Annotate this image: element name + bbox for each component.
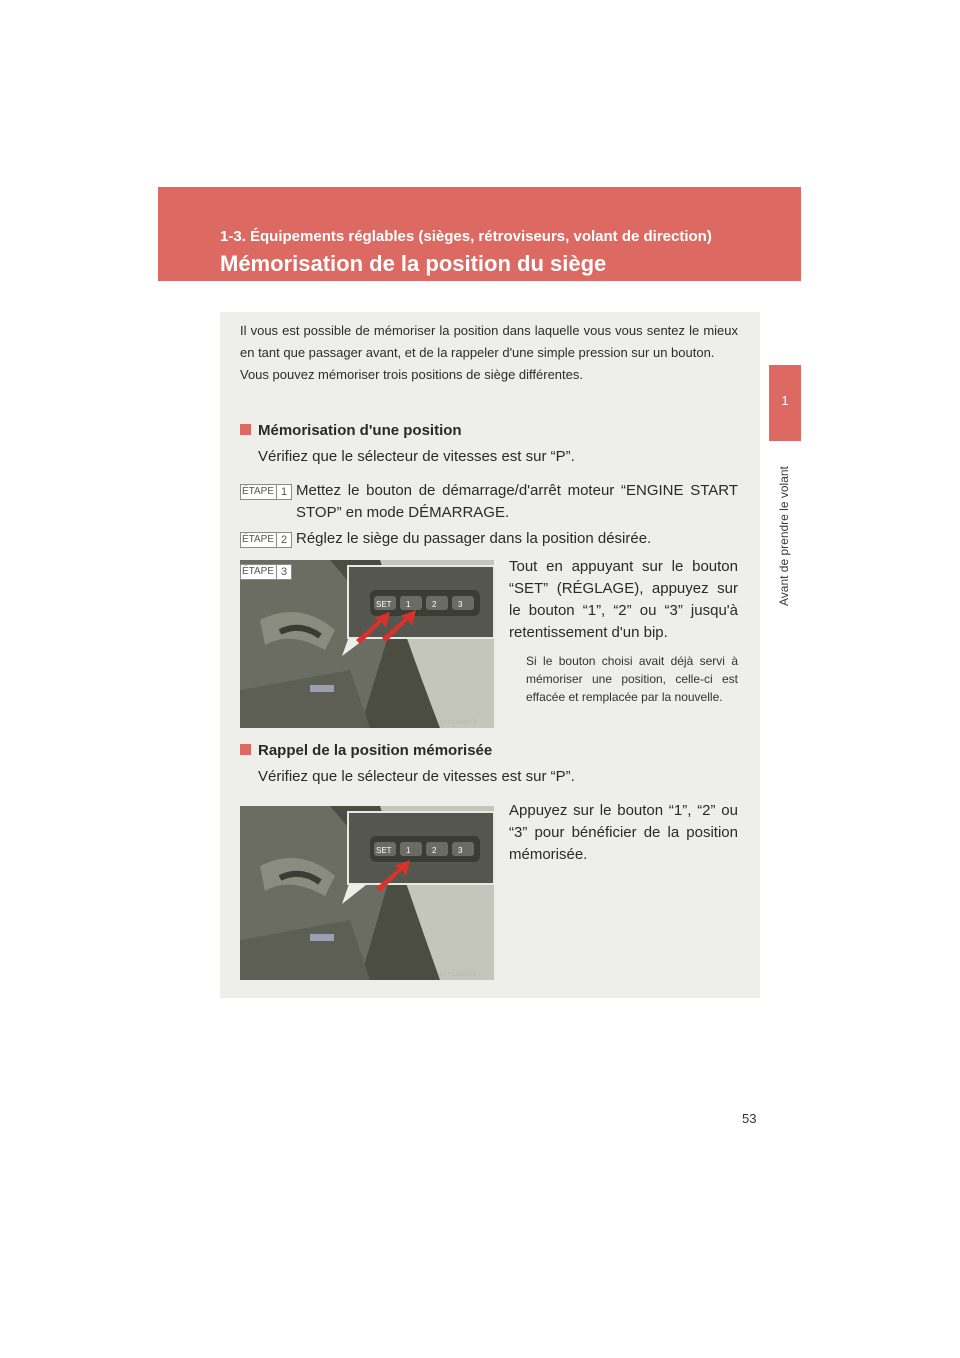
step-number: 2: [276, 533, 291, 547]
step-1-text: Mettez le bouton de démarrage/d'arrêt moteur “ENGINE START STOP” en mode DÉMARRAGE.: [296, 482, 738, 521]
memorize-heading: [240, 422, 462, 439]
content-panel: [220, 312, 760, 998]
step-3-note: Si le bouton choisi avait déjà servi à mémoriser une position, celle-ci est effacée et remplacée par la nouvelle.: [526, 654, 738, 704]
step-badge: [240, 564, 292, 580]
bullet-square-icon: [240, 424, 251, 435]
button-1-label: 1: [406, 600, 411, 609]
step-3-text: Tout en appuyant sur le bouton “SET” (RÉGLAGE), appuyez sur le bouton “1”, “2” ou “3” jusqu'à retentissement d'un bip.: [509, 558, 738, 641]
step-badge: [240, 484, 292, 500]
step-label: ÉTAPE: [241, 534, 275, 545]
recall-heading: [240, 742, 492, 759]
recall-check: Vérifiez que le sélecteur de vitesses est sur “P”.: [258, 768, 575, 785]
step-label: ÉTAPE: [241, 566, 275, 577]
recall-heading-label: Rappel de la position mémorisée: [258, 742, 493, 759]
recall-text: Appuyez sur le bouton “1”, “2” ou “3” pour bénéficier de la position mémorisée.: [509, 802, 738, 863]
intro-paragraph: Il vous est possible de mémoriser la position dans laquelle vous vous sentez le mieux en tant que passager avant, et de la rappeler d'une simple pression sur un bouton.: [240, 323, 738, 360]
section-label: 1-3. Équipements réglables (sièges, rétroviseurs, volant de direction): [220, 228, 712, 245]
memorize-check: Vérifiez que le sélecteur de vitesses est sur “P”.: [258, 448, 575, 465]
step-number: 1: [276, 485, 291, 499]
header-band: [158, 187, 801, 281]
page-title: Mémorisation de la position du siège: [220, 251, 607, 276]
bullet-square-icon: [240, 744, 251, 755]
step-2-text: Réglez le siège du passager dans la position désirée.: [296, 530, 652, 547]
chapter-label: Avant de prendre le volant: [777, 466, 791, 606]
image-code: CLY13AB074: [440, 972, 476, 978]
set-label: SET: [376, 600, 392, 609]
step-number: 3: [276, 565, 291, 579]
set-label: SET: [376, 846, 392, 855]
seat-memory-illustration-1: [240, 560, 494, 728]
button-3-label: 3: [458, 600, 463, 609]
chapter-number: 1: [781, 393, 789, 408]
button-2-label: 2: [432, 846, 437, 855]
intro-text: [240, 320, 738, 386]
seat-memory-illustration-2: [240, 806, 494, 978]
step-badge: [240, 532, 292, 548]
page-number: 53: [742, 1111, 757, 1126]
intro-paragraph: Vous pouvez mémoriser trois positions de siège différentes.: [240, 367, 583, 382]
memorize-heading-label: Mémorisation d'une position: [258, 422, 462, 439]
image-code: CLY13AB073: [440, 720, 476, 726]
step-label: ÉTAPE: [241, 486, 275, 497]
button-1-label: 1: [406, 846, 411, 855]
button-2-label: 2: [432, 600, 437, 609]
button-3-label: 3: [458, 846, 463, 855]
chapter-tab: [769, 365, 801, 441]
